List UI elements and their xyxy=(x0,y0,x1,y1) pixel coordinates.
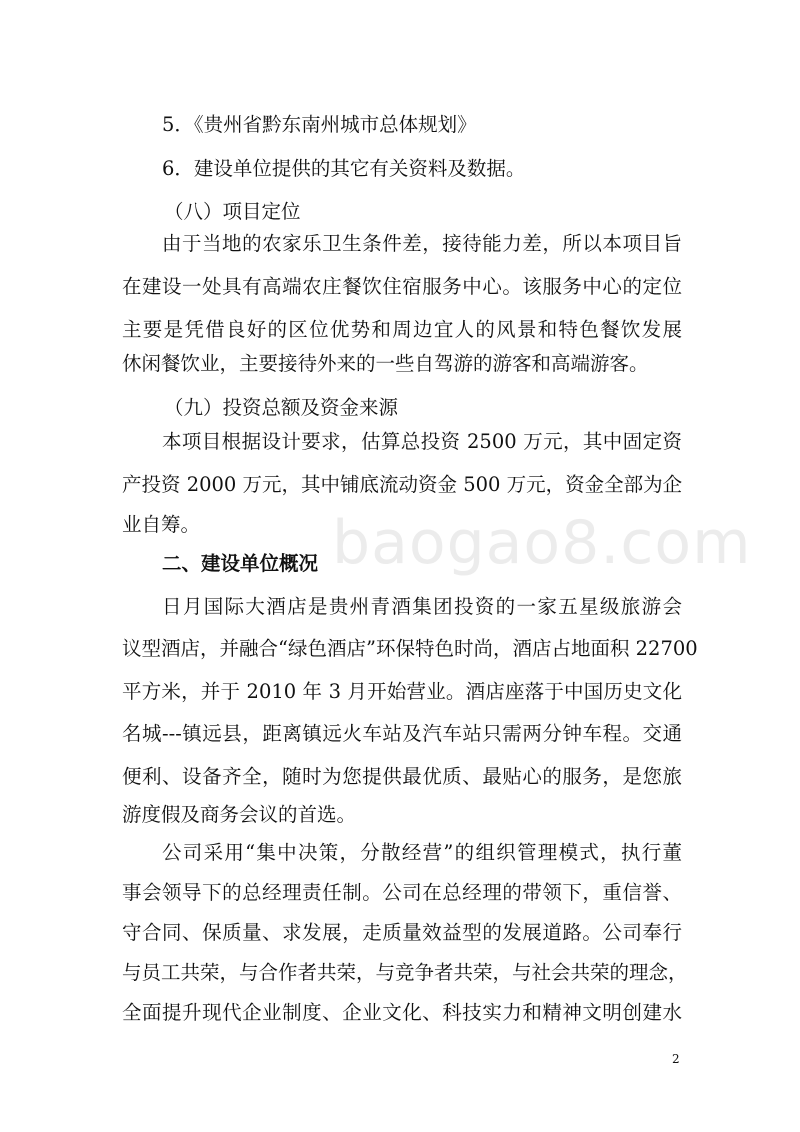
paragraph-line: 全面提升现代企业制度、企业文化、科技实力和精神文明创建水 xyxy=(122,1001,682,1024)
paragraph-line: 名城---镇远县，距离镇远火车站及汽车站只需两分钟车程。交通 xyxy=(122,722,682,745)
paragraph-line: 休闲餐饮业，主要接待外来的一些自驾游的游客和高端游客。 xyxy=(122,352,649,375)
paragraph-line: 便利、设备齐全，随时为您提供最优质、最贴心的服务，是您旅 xyxy=(122,765,682,788)
paragraph-line: 与员工共荣，与合作者共荣，与竞争者共荣，与社会共荣的理念， xyxy=(122,961,688,984)
paragraph-line: 事会领导下的总经理责任制。公司在总经理的带领下，重信誉、 xyxy=(122,881,682,904)
paragraph-line: 平方米，并于 2010 年 3 月开始营业。酒店座落于中国历史文化 xyxy=(122,680,682,703)
reference-item-6: 6．建设单位提供的其它有关资料及数据。 xyxy=(162,157,526,180)
section-heading-investment: （九）投资总额及资金来源 xyxy=(164,396,399,419)
page-number: 2 xyxy=(672,1052,680,1066)
paragraph-line: 议型酒店，并融合“绿色酒店”环保特色时尚，酒店占地面积 22700 xyxy=(122,637,698,660)
section-heading-project-positioning: （八）项目定位 xyxy=(164,200,301,223)
chapter-heading-company-overview: 二、建设单位概况 xyxy=(162,552,319,575)
paragraph-line: 由于当地的农家乐卫生条件差，接待能力差，所以本项目旨 xyxy=(162,232,682,255)
paragraph-line: 在建设一处具有高端农庄餐饮住宿服务中心。该服务中心的定位 xyxy=(122,275,682,298)
paragraph-line: 产投资 2000 万元，其中铺底流动资金 500 万元，资金全部为企 xyxy=(122,473,683,496)
paragraph-line: 主要是凭借良好的区位优势和周边宜人的风景和特色餐饮发展 xyxy=(122,318,682,341)
watermark: baogao8.com xyxy=(332,508,752,578)
paragraph-line: 守合同、保质量、求发展，走质量效益型的发展道路。公司奉行 xyxy=(122,921,682,944)
reference-item-5: 5．《贵州省黔东南州城市总体规划》 xyxy=(162,113,477,136)
paragraph-line: 游度假及商务会议的首选。 xyxy=(122,803,357,826)
paragraph-line: 业自筹。 xyxy=(122,513,201,536)
paragraph-line: 公司采用“集中决策，分散经营”的组织管理模式，执行董 xyxy=(162,841,682,864)
paragraph-line: 本项目根据设计要求，估算总投资 2500 万元，其中固定资 xyxy=(162,430,682,453)
paragraph-line: 日月国际大酒店是贵州青酒集团投资的一家五星级旅游会 xyxy=(162,595,682,618)
